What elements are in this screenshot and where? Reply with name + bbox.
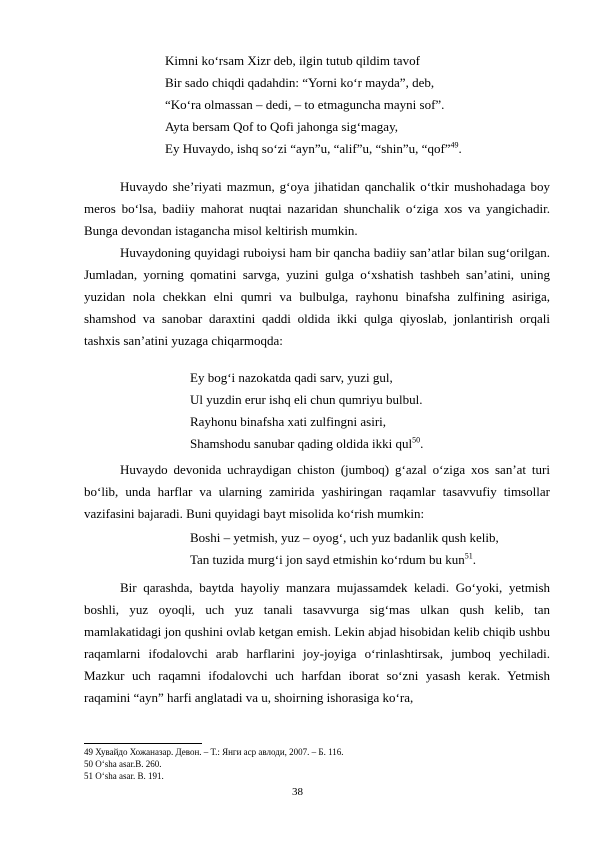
verse-line: Shamshodu sanubar qading oldida ikki qul$^{50}$.	[190, 435, 424, 451]
verse-block-3	[190, 527, 499, 571]
verse-line: Ayta bersam Qof to Qofi jahonga sig‘magay,	[165, 119, 398, 134]
verse-block-1	[165, 50, 462, 160]
verse-line: Tan tuzida murg‘i jon sayd etmishin ko‘rdum bu kun$^{51}$.	[190, 551, 476, 567]
verse-line: Ey bog‘i nazokatda qadi sarv, yuzi gul,	[190, 370, 393, 385]
verse-line: Kimni ko‘rsam Xizr deb, ilgin tutub qildim tavof	[165, 53, 420, 68]
page-number: 38	[292, 786, 303, 798]
footnote-item: 51 O‘sha asar. B. 191.	[84, 771, 164, 781]
verse-line: Rayhonu binafsha xati zulfingni asiri,	[190, 414, 387, 429]
verse-line: Ey Huvaydo, ishq so‘zi “ayn”u, “alif”u, “shin”u, “qof”$^{49}$.	[165, 140, 462, 156]
footnote-ref[interactable]: 49	[450, 140, 459, 150]
paragraph-2: Huvaydoning quyidagi ruboiysi ham bir qancha badiiy san’atlar bilan sug‘orilgan. Jumladan, yorning qomatini sarvga, yuzini gulga o‘xshatish tashbeh san’atini, uning yuzidan nola chekkan elni qumri va bulbulga, rayhonu binafsha zulfining asiriga, shamshod va sanobar daraxtini qaddi oldida ikki qulga qiyoslab, jonlantirish orqali tashxis san’atini yuzaga chiqarmoqda:	[84, 245, 550, 348]
verse-line: Bir sado chiqdi qadahdin: “Yorni ko‘r mayda”, deb,	[165, 75, 435, 90]
footnote-item: 49 Хувайдо Хожаназар. Девон. – Т.: Янги аср авлоди, 2007. – Б. 116.	[84, 747, 344, 757]
footnote-ref[interactable]: 50	[412, 435, 421, 445]
footnote-ref[interactable]: 51	[464, 551, 473, 561]
verse-line: Ul yuzdin erur ishq eli chun qumriyu bulbul.	[190, 392, 423, 407]
verse-block-2	[190, 367, 423, 455]
verse-line: “Ko‘ra olmassan – dedi, – to etmaguncha mayni sof”.	[165, 97, 445, 112]
footnote-item: 50 O‘sha asar.B. 260.	[84, 759, 162, 769]
paragraph-3: Huvaydo devonida uchraydigan chiston (jumboq) g‘azal o‘ziga xos san’at turi bo‘lib, unda harflar va ularning zamirida yashiringan raqamlar tasavvufiy timsollar vazifasini bajaradi. Buni quyidagi bayt misolida ko‘rish mumkin:	[84, 462, 550, 521]
footnote-divider	[84, 743, 202, 744]
verse-line: Boshi – yetmish, yuz – oyog‘, uch yuz badanlik qush kelib,	[190, 530, 499, 545]
paragraph-4: Bir qarashda, baytda hayoliy manzara mujassamdek keladi. Go‘yoki, yetmish boshli, yuz oyoqli, uch yuz tanali tasavvurga sig‘mas ulkan qush kelib, tan mamlakatidagi jon qushini ovlab ketgan emish. Lekin abjad hisobidan kelib chiqib ushbu raqamlarni ifodalovchi arab harflarini joy-joyiga o‘rinlashtirsak, jumboq yechiladi. Mazkur uch raqamni ifodalovchi uch harfdan iborat so‘zni yasash kerak. Yetmish raqamini “ayn” harfi anglatadi va u, shoirning ishorasiga ko‘ra,	[84, 580, 550, 705]
footnotes	[84, 746, 344, 782]
paragraph-1: Huvaydo she’riyati mazmun, g‘oya jihatidan qanchalik o‘tkir mushohadaga boy meros bo‘lsa, badiiy mahorat nuqtai nazaridan shunchalik o‘ziga xos va yangichadir. Bunga devondan istagancha misol keltirish mumkin.	[84, 179, 550, 238]
